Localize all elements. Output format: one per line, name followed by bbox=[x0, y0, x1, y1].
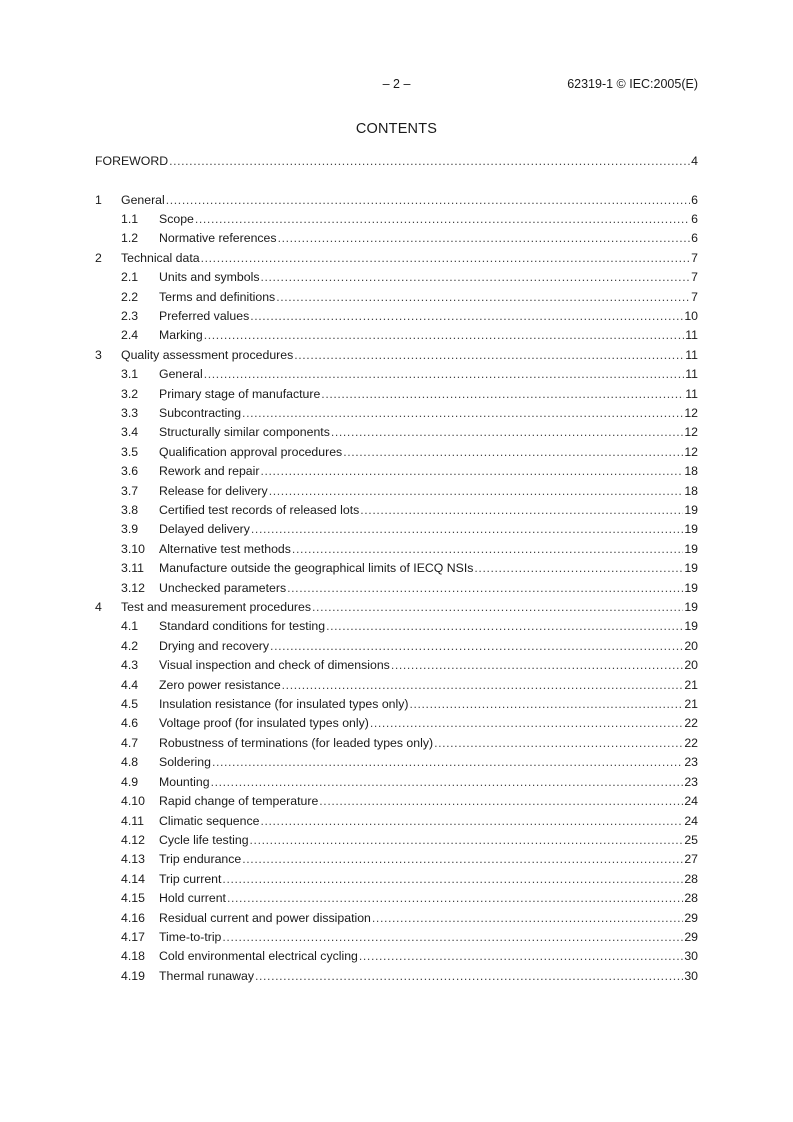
toc-entry-title: Subcontracting bbox=[159, 405, 242, 420]
toc-entry-number: 2.3 bbox=[121, 308, 139, 323]
toc-entry-title: Marking bbox=[159, 328, 203, 343]
toc-entry[interactable] bbox=[95, 481, 698, 500]
toc-entry-page: 11 bbox=[685, 367, 698, 382]
toc-entry-number: 4.14 bbox=[121, 871, 145, 886]
toc-entry-page: 19 bbox=[684, 522, 698, 537]
toc-entry[interactable] bbox=[95, 151, 698, 170]
toc-entry-number: 3.2 bbox=[121, 386, 139, 401]
toc-entry-title: Units and symbols bbox=[159, 270, 260, 285]
toc-entry[interactable] bbox=[95, 908, 698, 927]
toc-entry-page: 19 bbox=[684, 619, 698, 634]
toc-entry-number: 4.15 bbox=[121, 891, 145, 906]
toc-entry[interactable] bbox=[95, 656, 698, 675]
toc-entry-number: 3.9 bbox=[121, 522, 139, 537]
dot-leader bbox=[242, 852, 683, 866]
toc-entry[interactable] bbox=[95, 423, 698, 442]
toc-entry-page: 28 bbox=[684, 871, 698, 886]
dot-leader bbox=[169, 154, 690, 168]
dot-leader bbox=[250, 833, 684, 847]
toc-entry[interactable] bbox=[95, 345, 698, 364]
toc-entry[interactable] bbox=[95, 811, 698, 830]
toc-entry-title: Cold environmental electrical cycling bbox=[159, 949, 358, 964]
dot-leader bbox=[242, 406, 683, 420]
dot-leader bbox=[166, 193, 690, 207]
toc-entry[interactable] bbox=[95, 927, 698, 946]
toc-entry[interactable] bbox=[95, 694, 698, 713]
dot-leader bbox=[204, 328, 684, 342]
toc-entry-number: 3.1 bbox=[121, 367, 139, 382]
toc-entry[interactable] bbox=[95, 733, 698, 752]
toc-entry-title: Residual current and power dissipation bbox=[159, 910, 371, 925]
toc-entry-page: 29 bbox=[684, 929, 698, 944]
toc-entry-title: Cycle life testing bbox=[159, 832, 249, 847]
dot-leader bbox=[331, 425, 683, 439]
toc-entry-title: Insulation resistance (for insulated types only) bbox=[159, 697, 409, 712]
toc-entry-title: Rework and repair bbox=[159, 464, 260, 479]
toc-entry[interactable] bbox=[95, 442, 698, 461]
toc-entry-title: General bbox=[159, 367, 203, 382]
toc-entry-page: 4 bbox=[691, 153, 698, 168]
dot-leader bbox=[370, 716, 683, 730]
toc-entry[interactable] bbox=[95, 850, 698, 869]
toc-entry-page: 22 bbox=[684, 735, 698, 750]
toc-entry-number: 4.2 bbox=[121, 638, 139, 653]
toc-entry-page: 24 bbox=[684, 813, 698, 828]
toc-entry-page: 7 bbox=[691, 250, 698, 265]
toc-entry-title: FOREWORD bbox=[95, 153, 169, 168]
toc-entry-title: Rapid change of temperature bbox=[159, 794, 319, 809]
toc-entry-title: Visual inspection and check of dimensions bbox=[159, 658, 390, 673]
toc-entry-page: 6 bbox=[691, 211, 698, 226]
document-reference: 62319-1 © IEC:2005(E) bbox=[567, 77, 698, 91]
toc-entry-page: 12 bbox=[684, 444, 698, 459]
toc-entry-page: 23 bbox=[684, 774, 698, 789]
toc-entry-page: 20 bbox=[684, 658, 698, 673]
toc-entry-number: 3.11 bbox=[121, 561, 145, 576]
toc-entry-number: 4.11 bbox=[121, 813, 145, 828]
toc-entry-page: 30 bbox=[684, 949, 698, 964]
toc-entry-page: 19 bbox=[684, 541, 698, 556]
toc-entry-number: 2.2 bbox=[121, 289, 139, 304]
toc-entry[interactable] bbox=[95, 306, 698, 325]
toc-entry-page: 6 bbox=[691, 192, 698, 207]
toc-entry[interactable] bbox=[95, 791, 698, 810]
toc-entry-title: Time-to-trip bbox=[159, 929, 222, 944]
toc-entry-page: 24 bbox=[684, 794, 698, 809]
toc-entry[interactable] bbox=[95, 830, 698, 849]
toc-entry-title: Mounting bbox=[159, 774, 210, 789]
toc-entry[interactable] bbox=[95, 966, 698, 985]
toc-entry-page: 27 bbox=[684, 852, 698, 867]
toc-entry-title: Preferred values bbox=[159, 308, 250, 323]
dot-leader bbox=[391, 658, 683, 672]
toc-entry[interactable] bbox=[95, 597, 698, 616]
toc-entry-title: Release for delivery bbox=[159, 483, 268, 498]
dot-leader bbox=[312, 600, 683, 614]
toc-entry-title: Climatic sequence bbox=[159, 813, 260, 828]
toc-entry[interactable] bbox=[95, 753, 698, 772]
toc-entry-number: 3.4 bbox=[121, 425, 139, 440]
toc-entry-number: 1.1 bbox=[121, 211, 139, 226]
toc-entry-number: 4.3 bbox=[121, 658, 139, 673]
toc-entry-number: 3.8 bbox=[121, 503, 139, 517]
toc-entry-title: Structurally similar components bbox=[159, 425, 330, 440]
toc-entry-title: Qualification approval procedures bbox=[159, 444, 343, 459]
toc-entry[interactable] bbox=[95, 714, 698, 733]
dot-leader bbox=[255, 969, 683, 983]
toc-entry-title: Standard conditions for testing bbox=[159, 619, 326, 634]
dot-leader bbox=[201, 251, 691, 265]
toc-entry-title: Technical data bbox=[121, 250, 200, 265]
toc-entry[interactable] bbox=[95, 248, 698, 267]
toc-entry-page: 6 bbox=[691, 231, 698, 246]
toc-entry-number: 3.12 bbox=[121, 580, 145, 595]
toc-entry-title: Robustness of terminations (for leaded types only) bbox=[159, 735, 434, 750]
dot-leader bbox=[260, 270, 690, 284]
toc-entry-page: 7 bbox=[691, 270, 698, 285]
toc-entry-title: Terms and definitions bbox=[159, 289, 276, 304]
toc-entry[interactable] bbox=[95, 190, 698, 209]
toc-entry-number: 4.18 bbox=[121, 949, 145, 964]
toc-entry[interactable] bbox=[95, 520, 698, 539]
toc-entry-title: Delayed delivery bbox=[159, 522, 250, 537]
toc-entry[interactable] bbox=[95, 287, 698, 306]
toc-entry-title: Thermal runaway bbox=[159, 968, 254, 983]
toc-entry-page: 25 bbox=[684, 832, 698, 847]
dot-leader bbox=[282, 678, 684, 692]
dot-leader bbox=[251, 522, 683, 536]
toc-entry-page: 19 bbox=[684, 580, 698, 595]
toc-entry-number: 4.5 bbox=[121, 697, 139, 712]
toc-entry-number: 3.3 bbox=[121, 405, 139, 420]
dot-leader bbox=[409, 697, 683, 711]
dot-leader bbox=[222, 872, 683, 886]
toc-entry-page: 21 bbox=[684, 697, 698, 712]
toc-entry-number: 4.7 bbox=[121, 735, 139, 750]
toc-entry[interactable] bbox=[95, 617, 698, 636]
dot-leader bbox=[270, 639, 683, 653]
toc-entry-number: 3.6 bbox=[121, 464, 139, 479]
page-number: – 2 – bbox=[382, 77, 411, 91]
toc-entry[interactable] bbox=[95, 403, 698, 422]
toc-entry-number: 3.10 bbox=[121, 541, 145, 556]
toc-entry-title: Trip endurance bbox=[159, 852, 242, 867]
dot-leader bbox=[292, 542, 683, 556]
toc-entry-number: 2.4 bbox=[121, 328, 139, 343]
toc-entry[interactable] bbox=[95, 578, 698, 597]
toc-entry-number: 4.10 bbox=[121, 794, 145, 809]
toc-entry-page: 18 bbox=[684, 483, 698, 498]
toc-entry-number: 4.8 bbox=[121, 755, 139, 770]
dot-leader bbox=[204, 367, 684, 381]
dot-leader bbox=[222, 930, 683, 944]
toc-entry-number: 4.6 bbox=[121, 716, 139, 731]
toc-entry[interactable] bbox=[95, 326, 698, 345]
dot-leader bbox=[319, 794, 683, 808]
toc-entry[interactable] bbox=[95, 772, 698, 791]
dot-leader bbox=[227, 891, 683, 905]
toc-entry-page: 20 bbox=[684, 638, 698, 653]
dot-leader bbox=[211, 775, 684, 789]
toc-entry[interactable] bbox=[95, 500, 698, 519]
toc-entry[interactable] bbox=[95, 888, 698, 907]
toc-entry-title: Quality assessment procedures bbox=[121, 347, 294, 362]
toc-entry-number: 1.2 bbox=[121, 231, 139, 246]
toc-entry-number: 3.7 bbox=[121, 483, 139, 498]
toc-entry-title: General bbox=[121, 192, 165, 207]
toc-entry-number: 4.4 bbox=[121, 677, 139, 692]
toc-entry-title: Voltage proof (for insulated types only) bbox=[159, 716, 369, 731]
toc-entry-number: 4.19 bbox=[121, 968, 145, 983]
dot-leader bbox=[278, 231, 691, 245]
dot-leader bbox=[326, 619, 683, 633]
table-of-contents bbox=[95, 151, 698, 985]
toc-entry[interactable] bbox=[95, 461, 698, 480]
toc-entry-page: 11 bbox=[685, 386, 698, 401]
toc-entry[interactable] bbox=[95, 559, 698, 578]
toc-entry-number: 4.12 bbox=[121, 832, 145, 847]
toc-entry-number: 3 bbox=[95, 347, 102, 362]
toc-entry[interactable] bbox=[95, 869, 698, 888]
page-header bbox=[0, 77, 793, 93]
toc-entry-title: Normative references bbox=[159, 231, 277, 246]
toc-entry-title: Scope bbox=[159, 211, 194, 226]
toc-entry[interactable] bbox=[95, 675, 698, 694]
toc-entry-title: Hold current bbox=[159, 891, 226, 906]
toc-entry[interactable] bbox=[95, 636, 698, 655]
toc-entry-page: 18 bbox=[684, 464, 698, 479]
contents-title: CONTENTS bbox=[355, 121, 438, 137]
toc-entry-title: Drying and recovery bbox=[159, 638, 270, 653]
dot-leader bbox=[359, 949, 683, 963]
toc-entry-page: 12 bbox=[684, 425, 698, 440]
dot-leader bbox=[321, 387, 684, 401]
toc-entry[interactable] bbox=[95, 209, 698, 228]
dot-leader bbox=[195, 212, 690, 226]
toc-entry-page: 19 bbox=[684, 561, 698, 576]
toc-entry[interactable] bbox=[95, 539, 698, 558]
toc-entry-page: 10 bbox=[684, 308, 698, 323]
toc-entry[interactable] bbox=[95, 384, 698, 403]
dot-leader bbox=[260, 814, 683, 828]
toc-entry[interactable] bbox=[95, 229, 698, 248]
dot-leader bbox=[260, 464, 683, 478]
toc-entry-number: 2.1 bbox=[121, 270, 139, 285]
toc-entry-title: Trip current bbox=[159, 871, 222, 886]
toc-entry-page: 21 bbox=[684, 677, 698, 692]
dot-leader bbox=[343, 445, 683, 459]
toc-entry-number: 1 bbox=[95, 192, 102, 207]
toc-entry-number: 4.17 bbox=[121, 929, 145, 944]
toc-entry-title: Primary stage of manufacture bbox=[159, 386, 321, 401]
toc-entry-title: Alternative test methods bbox=[159, 541, 291, 556]
toc-entry-page: 12 bbox=[684, 405, 698, 420]
dot-leader bbox=[250, 309, 683, 323]
toc-entry-page: 29 bbox=[684, 910, 698, 925]
dot-leader bbox=[212, 755, 683, 769]
dot-leader bbox=[372, 911, 683, 925]
toc-entry[interactable] bbox=[95, 947, 698, 966]
toc-entry-page: 11 bbox=[685, 347, 698, 362]
toc-entry-page: 7 bbox=[691, 289, 698, 304]
toc-entry-title: Unchecked parameters bbox=[159, 580, 287, 595]
dot-leader bbox=[294, 348, 684, 362]
toc-entry-title: Soldering bbox=[159, 755, 211, 770]
toc-entry-page: 23 bbox=[684, 755, 698, 770]
toc-entry-page: 11 bbox=[685, 328, 698, 343]
dot-leader bbox=[276, 290, 690, 304]
toc-entry-number: 4.9 bbox=[121, 774, 139, 789]
dot-leader bbox=[287, 581, 683, 595]
toc-entry[interactable] bbox=[95, 267, 698, 286]
toc-entry-title: Test and measurement procedures bbox=[121, 600, 312, 615]
toc-entry-page: 22 bbox=[684, 716, 698, 731]
toc-entry-number: 4.16 bbox=[121, 910, 145, 925]
toc-entry-number: 3.5 bbox=[121, 444, 139, 459]
toc-entry-number: 2 bbox=[95, 250, 102, 265]
toc-entry-page: 19 bbox=[684, 503, 698, 517]
dot-leader bbox=[474, 561, 683, 575]
toc-entry-number: 4 bbox=[95, 600, 102, 615]
dot-leader bbox=[360, 503, 683, 517]
toc-entry-title: Certified test records of released lots bbox=[159, 503, 360, 517]
toc-entry-title: Zero power resistance bbox=[159, 677, 281, 692]
toc-entry-title: Manufacture outside the geographical limits of IECQ NSIs bbox=[159, 561, 474, 576]
toc-entry-number: 4.1 bbox=[121, 619, 139, 634]
toc-entry-page: 28 bbox=[684, 891, 698, 906]
toc-entry-number: 4.13 bbox=[121, 852, 145, 867]
toc-entry-page: 30 bbox=[684, 968, 698, 983]
toc-entry-page: 19 bbox=[684, 600, 698, 615]
dot-leader bbox=[269, 484, 684, 498]
dot-leader bbox=[434, 736, 683, 750]
toc-entry[interactable] bbox=[95, 364, 698, 383]
